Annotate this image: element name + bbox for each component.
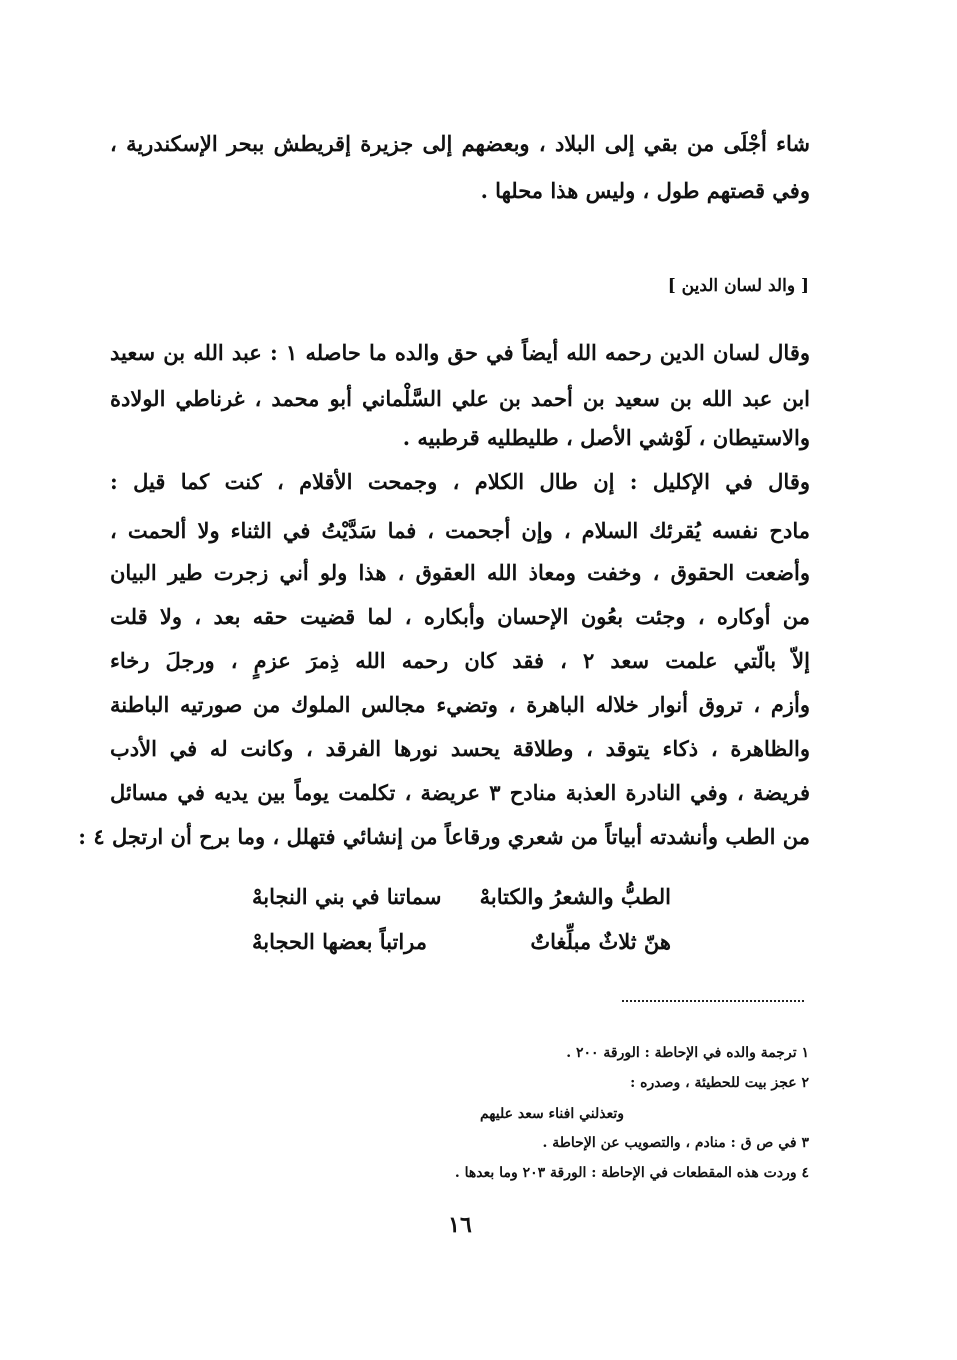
- intro-line-1: شاء أجْلَى من بقي إلى البلاد ، وبعضهم إلى جزيرة إقريطش ببحر الإسكندرية ،: [110, 131, 810, 156]
- footnote-1: ١ ترجمة والده في الإحاطة : الورقة ٢٠٠ .: [566, 1045, 809, 1061]
- verse-1-second-hemistich: سماتنا في بني النجابهْ: [252, 884, 442, 909]
- body-line-5: مادح نفسه يُقرئك السلام ، وإن أجحمت ، فما سَدَّيْتُ في الثناء ولا ألحمت ،: [110, 518, 810, 543]
- body-line-6: وأضعت الحقوق ، وخفت ومعاذ الله العقوق ، هذا ولو أني زجرت طير البيان: [110, 560, 810, 585]
- body-line-7: من أوكاره ، وجئت بعُون الإحسان وأبكاره ، لما قضيت حقه بعد ، ولا قلت: [110, 604, 810, 629]
- body-line-10: والظاهرة ، ذكاء يتوقد ، وطلاقة يحسد نورها الفرقد ، وكانت له في الأدب: [110, 736, 810, 761]
- body-line-9: وأزم ، تروق أنوار خلاله الباهرة ، وتضيء مجالس الملوك من صورتيه الباطنة: [110, 692, 810, 717]
- verse-2-first-hemistich: هنّ ثلاثٌ مبلِّغاتٌ: [530, 929, 671, 954]
- body-line-8: إلاّ بالّتي علمت سعد ٢ ، فقد كان رحمه الله ذِمرَ عزمٍ ، ورجلَ رخاء: [110, 648, 810, 673]
- body-line-1: وقال لسان الدين رحمه الله أيضاً في حق والده ما حاصله ١ : عبد الله بن سعيد: [110, 340, 810, 365]
- footnote-divider: [622, 1000, 804, 1002]
- footnote-3: ٣ في ص ق : منادم ، والتصويب عن الإحاطة .: [542, 1135, 809, 1151]
- body-line-2: ابن عبد الله بن سعيد بن أحمد بن علي السَّلْماني أبو محمد ، غرناطي الولادة: [110, 386, 810, 411]
- body-line-4: وقال في الإكليل : إن طال الكلام ، وجمحت الأقلام ، كنت كما قيل :: [110, 469, 810, 494]
- verse-1-first-hemistich: الطبُّ والشعرُ والكتابهْ: [479, 884, 671, 909]
- verse-2-second-hemistich: مراتباً بعضها الحجابهْ: [252, 929, 427, 954]
- intro-line-2: وفي قصتهم طول ، وليس هذا محلها .: [480, 178, 810, 203]
- section-heading: [ والد لسان الدين ]: [667, 276, 809, 296]
- footnote-2: ٢ عجز بيت للحطيئة ، وصدره :: [630, 1075, 809, 1091]
- body-line-11: فريضة ، وفي النادرة العذبة منادح ٣ عريضة ، تكلمت يوماً بين يديه في مسائل: [110, 780, 810, 805]
- footnote-4: ٤ وردت هذه المقطعات في الإحاطة : الورقة ٢٠٣ وما بعدها .: [454, 1165, 809, 1181]
- page-number: ١٦: [448, 1212, 472, 1238]
- footnote-2-quoted-verse: وتعذلني افناء سعد عليهم: [479, 1106, 624, 1122]
- body-line-12: من الطب وأنشدته أبياتاً من شعري ورقاعاً من إنشائي فتهلل ، وما برح أن ارتجل ٤ :: [78, 824, 810, 849]
- body-line-3: والاستيطان ، لَوْشي الأصل ، طليطليه قرطبيه .: [402, 425, 810, 450]
